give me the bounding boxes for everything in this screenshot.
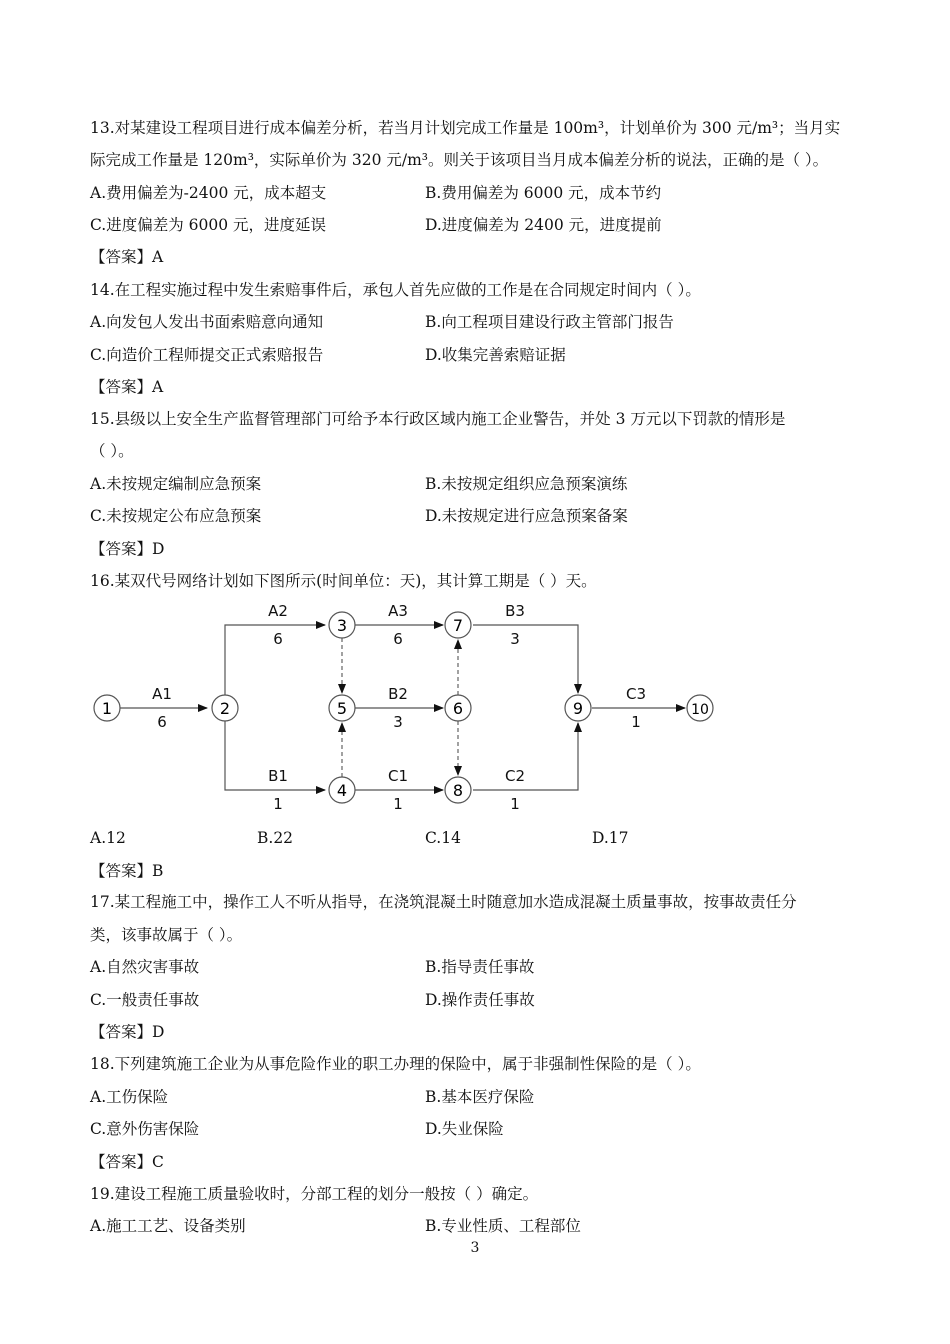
svg-text:8: 8 — [452, 781, 464, 800]
q13-option-b: B.费用偏差为 6000 元，成本节约 — [425, 184, 662, 202]
node-10 — [687, 695, 713, 721]
activity-b1-duration: 1 — [273, 795, 283, 813]
q18-option-a: A.工伤保险 — [90, 1088, 169, 1106]
activity-a1-name: A1 — [152, 685, 172, 703]
q16-answer: 【答案】B — [90, 862, 164, 880]
q13-stem-line2: 际完成工作量是 120m³，实际单价为 320 元/m³。则关于该项目当月成本偏差分析的说法，正确的是（ ）。 — [90, 151, 829, 169]
activity-b2-duration: 3 — [393, 713, 403, 731]
q17-option-d: D.操作责任事故 — [425, 991, 535, 1009]
node-6 — [445, 695, 471, 721]
q15-option-b: B.未按规定组织应急预案演练 — [425, 475, 628, 493]
q18-answer: 【答案】C — [90, 1153, 164, 1171]
q17-stem-line1: 17.某工程施工中，操作工人不听从指导，在浇筑混凝土时随意加水造成混凝土质量事故，按事故责任分 — [90, 893, 797, 911]
q14-option-c: C.向造价工程师提交正式索赔报告 — [90, 346, 324, 364]
q18-option-b: B.基本医疗保险 — [425, 1088, 535, 1106]
svg-text:1: 1 — [101, 699, 113, 718]
activity-a1-duration: 6 — [157, 713, 167, 731]
node-5 — [329, 695, 355, 721]
node-1 — [94, 695, 120, 721]
activity-a2-name: A2 — [268, 602, 288, 620]
q15-answer: 【答案】D — [90, 540, 165, 558]
q14-option-a: A.向发包人发出书面索赔意向通知 — [90, 313, 324, 331]
q17-answer: 【答案】D — [90, 1023, 165, 1041]
q16-option-b: B.22 — [257, 829, 294, 847]
node-3 — [329, 612, 355, 638]
q14-stem-line1: 14.在工程实施过程中发生索赔事件后，承包人首先应做的工作是在合同规定时间内（ ）。 — [90, 281, 701, 299]
q18-stem-line1: 18.下列建筑施工企业为从事危险作业的职工办理的保险中，属于非强制性保险的是（ ）。 — [90, 1055, 701, 1073]
q14-answer: 【答案】A — [90, 378, 164, 396]
activity-b3-duration: 3 — [510, 630, 520, 648]
q15-stem-line1: 15.县级以上安全生产监督管理部门可给予本行政区域内施工企业警告，并处 3 万元以下罚款的情形是 — [90, 410, 786, 428]
activity-c1-duration: 1 — [393, 795, 403, 813]
arrow-8-9 — [473, 723, 578, 790]
q19-option-b: B.专业性质、工程部位 — [425, 1217, 581, 1235]
q13-option-a: A.费用偏差为-2400 元，成本超支 — [90, 184, 327, 202]
node-2 — [212, 695, 238, 721]
activity-c3-duration: 1 — [631, 713, 641, 731]
q13-stem-line1: 13.对某建设工程项目进行成本偏差分析，若当月计划完成工作量是 100m³，计划单价为 300 元/m³；当月实 — [90, 119, 841, 137]
q18-option-c: C.意外伤害保险 — [90, 1120, 200, 1138]
svg-text:10: 10 — [691, 702, 709, 718]
svg-text:6: 6 — [452, 699, 464, 718]
q17-option-c: C.一般责任事故 — [90, 991, 200, 1009]
q19-option-a: A.施工工艺、设备类别 — [90, 1217, 246, 1235]
q15-option-d: D.未按规定进行应急预案备案 — [425, 507, 628, 525]
svg-text:7: 7 — [452, 616, 464, 635]
activity-c1-name: C1 — [387, 767, 409, 785]
q17-stem-line2: 类，该事故属于（ ）。 — [90, 926, 243, 944]
q13-option-c: C.进度偏差为 6000 元，进度延误 — [90, 216, 327, 234]
arrow-7-9 — [473, 625, 578, 693]
q14-option-d: D.收集完善索赔证据 — [425, 346, 566, 364]
svg-text:3: 3 — [336, 616, 348, 635]
svg-text:2: 2 — [219, 699, 231, 718]
q16-option-d: D.17 — [592, 829, 629, 847]
q19-stem-line1: 19.建设工程施工质量验收时，分部工程的划分一般按（ ）确定。 — [90, 1185, 539, 1203]
network-diagram — [90, 600, 740, 820]
node-8 — [445, 777, 471, 803]
q13-option-d: D.进度偏差为 2400 元，进度提前 — [425, 216, 662, 234]
q17-option-b: B.指导责任事故 — [425, 958, 535, 976]
node-4 — [329, 777, 355, 803]
q15-option-c: C.未按规定公布应急预案 — [90, 507, 262, 525]
activity-b1-name: B1 — [268, 767, 288, 785]
q18-option-d: D.失业保险 — [425, 1120, 504, 1138]
q15-stem-line2: （ ）。 — [90, 442, 134, 460]
diagram-arrows — [120, 625, 685, 790]
svg-text:4: 4 — [336, 781, 348, 800]
activity-c3-name: C3 — [625, 685, 647, 703]
q16-option-c: C.14 — [425, 829, 461, 847]
q15-option-a: A.未按规定编制应急预案 — [90, 475, 262, 493]
q13-answer: 【答案】A — [90, 248, 164, 266]
page-number: 3 — [470, 1240, 480, 1256]
activity-b3-name: B3 — [505, 602, 525, 620]
activity-b2-name: B2 — [388, 685, 408, 703]
activity-c2-duration: 1 — [510, 795, 520, 813]
node-9 — [565, 695, 591, 721]
node-7 — [445, 612, 471, 638]
svg-text:5: 5 — [336, 699, 348, 718]
svg-text:9: 9 — [572, 699, 584, 718]
q14-option-b: B.向工程项目建设行政主管部门报告 — [425, 313, 674, 331]
activity-c2-name: C2 — [504, 767, 526, 785]
activity-a3-name: A3 — [388, 602, 408, 620]
q16-option-a: A.12 — [90, 829, 126, 847]
activity-a2-duration: 6 — [273, 630, 283, 648]
q17-option-a: A.自然灾害事故 — [90, 958, 200, 976]
q16-stem-line1: 16.某双代号网络计划如下图所示(时间单位：天)，其计算工期是（ ）天。 — [90, 572, 597, 590]
activity-a3-duration: 6 — [393, 630, 403, 648]
